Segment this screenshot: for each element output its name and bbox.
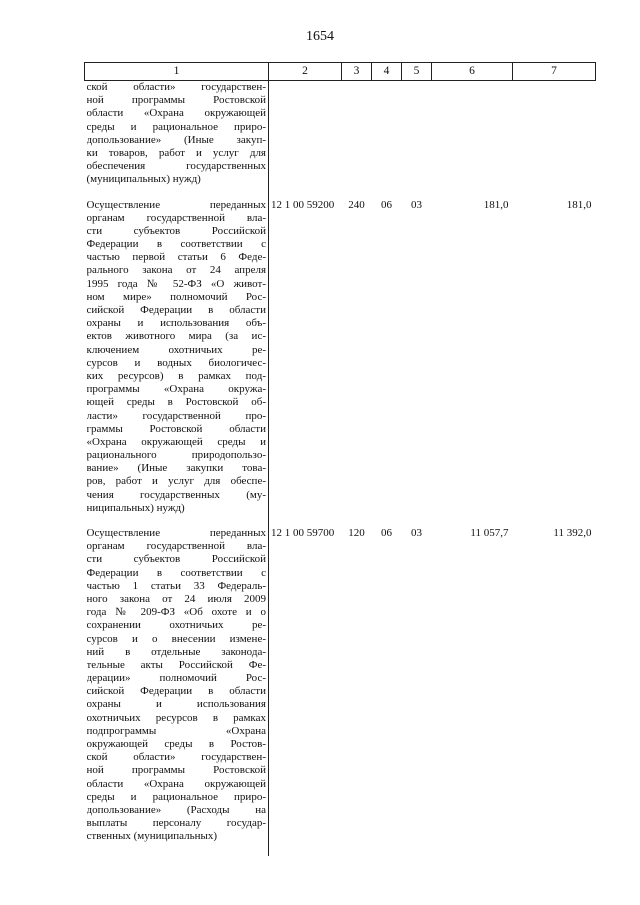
row-description	[85, 199, 269, 528]
description-line: чения государственных (му-	[86, 488, 266, 501]
column-header-2: 2	[269, 63, 342, 81]
description-line: сийской Федерации в области	[86, 304, 266, 316]
column-header-1: 1	[85, 63, 269, 81]
column-header-4: 4	[372, 63, 402, 81]
description-line: сийской Федерации в области	[86, 685, 266, 698]
description-line: допользование» (Расходы на	[86, 803, 266, 816]
row-amount-year-1: 11 057,7	[470, 527, 509, 539]
row-amount-year-1: 181,0	[483, 198, 509, 211]
description-line: ектов животного мира (за ис-	[86, 330, 266, 343]
description-line: ключением охотничьих ре-	[86, 343, 266, 356]
description-line: рационального природопользо-	[86, 449, 266, 462]
description-line: Осуществление переданных	[86, 198, 266, 211]
description-line: ного закона от 24 июля 2009	[86, 592, 266, 605]
description-line: частью первой статьи 6 Феде-	[86, 251, 266, 264]
description-line: «Охрана окружающей среды и	[86, 435, 266, 448]
description-line: года № 209-ФЗ «Об охоте и о	[86, 606, 266, 619]
row-section	[372, 81, 402, 199]
description-line: охраны и использования объ-	[86, 317, 266, 330]
row-expense-type: 120	[348, 527, 365, 539]
column-header-5: 5	[402, 63, 432, 81]
description-line: ниципальных) нужд)	[86, 501, 185, 514]
description-line: сохранении охотничьих ре-	[86, 619, 266, 632]
description-line: Федерации в соответствии с	[86, 566, 266, 579]
description-line: рального закона от 24 апреля	[86, 264, 266, 277]
description-line: ской области» государствен-	[86, 81, 266, 93]
description-line: сурсов и водных биологичес-	[86, 356, 266, 369]
description-line: ной программы Ростовской	[86, 764, 266, 777]
description-line: ров, работ и услуг для обеспе-	[86, 475, 266, 488]
table-row	[85, 199, 596, 528]
description-line: допользование» (Иные закуп-	[86, 133, 266, 146]
description-line: охотничьих ресурсов в рамках	[86, 711, 266, 724]
row-expense-type: 240	[348, 198, 365, 211]
description-line: органам государственной вла-	[86, 211, 266, 224]
description-line: ственных (муниципальных)	[86, 830, 218, 843]
description-line: охраны и использования	[86, 698, 266, 711]
column-header-7: 7	[513, 63, 596, 81]
row-section: 06	[381, 198, 392, 211]
table-row	[85, 527, 596, 856]
row-code: 12 1 00 59700	[271, 527, 335, 539]
description-line: дерации» полномочий Рос-	[86, 672, 266, 685]
description-line: ки товаров, работ и услуг для	[86, 146, 266, 159]
description-line: выплаты персоналу государ-	[86, 817, 266, 830]
description-line: программы «Охрана окружа-	[86, 383, 266, 396]
description-line: Осуществление переданных	[86, 527, 266, 539]
description-line: сурсов и о внесении измене-	[86, 632, 266, 645]
row-amount-year-2: 181,0	[566, 198, 592, 211]
row-subsection: 03	[411, 198, 422, 211]
description-line: граммы Ростовской области	[86, 422, 266, 435]
description-line: области «Охрана окружающей	[86, 777, 266, 790]
row-description	[85, 81, 269, 199]
description-line: среды и рациональное приро-	[86, 790, 266, 803]
description-line: (муниципальных) нужд)	[86, 173, 201, 186]
row-subsection: 03	[411, 527, 422, 539]
description-line: ном мире» полномочий Рос-	[86, 290, 266, 303]
description-line: окружающей среды в Ростов-	[86, 738, 266, 750]
description-line: тельные акты Российской Фе-	[86, 658, 266, 671]
description-line: органам государственной вла-	[86, 540, 266, 553]
description-line: ющей среды в Ростовской об-	[86, 396, 266, 409]
description-line: обеспечения государственных	[86, 160, 266, 173]
row-code: 12 1 00 59200	[271, 198, 335, 211]
header-row	[85, 63, 596, 81]
description-line: ких ресурсов) в рамках под-	[86, 369, 266, 382]
description-line: ний в отдельные законода-	[86, 645, 266, 658]
description-line: ласти» государственной про-	[86, 409, 266, 422]
description-line: среды и рациональное приро-	[86, 120, 266, 133]
description-line: сти субъектов Российской	[86, 224, 266, 237]
budget-table	[84, 62, 596, 856]
description-line: частью 1 статьи 33 Федераль-	[86, 579, 266, 592]
description-line: 1995 года № 52-ФЗ «О живот-	[86, 277, 266, 290]
page-number: 1654	[306, 29, 334, 44]
row-amount-year-1	[432, 81, 513, 199]
description-line: вание» (Иные закупки това-	[86, 462, 266, 475]
description-line: ной программы Ростовской	[86, 94, 266, 107]
row-code	[269, 81, 342, 199]
row-amount-year-2: 11 392,0	[553, 527, 592, 539]
column-header-3: 3	[342, 63, 372, 81]
row-amount-year-2	[513, 81, 596, 199]
table-row	[85, 81, 596, 199]
description-line: Федерации в соответствии с	[86, 238, 266, 251]
row-subsection	[402, 81, 432, 199]
row-description	[85, 527, 269, 856]
column-header-6: 6	[432, 63, 513, 81]
description-line: ской области» государствен-	[86, 751, 266, 764]
description-line: подпрограммы «Охрана	[86, 724, 266, 737]
row-expense-type	[342, 81, 372, 199]
description-line: области «Охрана окружающей	[86, 107, 266, 120]
row-section: 06	[381, 527, 392, 539]
description-line: сти субъектов Российской	[86, 553, 266, 566]
